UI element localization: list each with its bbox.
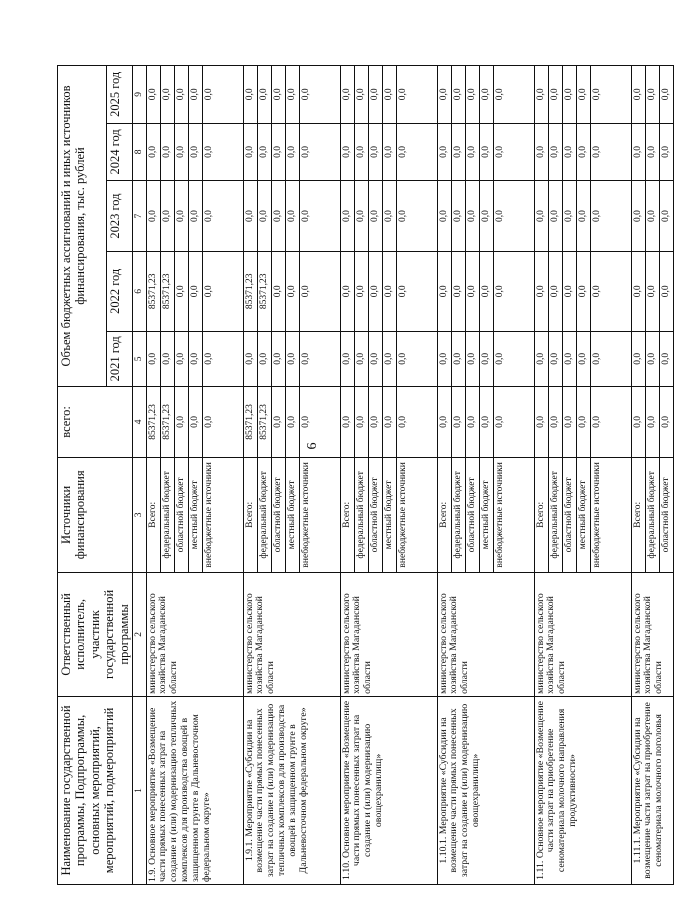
executor-cell: министерство сельского хозяйства Магаданской области (437, 572, 534, 696)
year-value-cell: 0,0 (299, 66, 340, 124)
year-value-cell: 0,0 (576, 331, 590, 386)
total-value-cell: 0,0 (534, 386, 548, 457)
year-value-cell: 0,0 (437, 331, 451, 386)
total-value-cell: 85371,23 (243, 386, 257, 457)
funding-source-cell: Всего: (340, 457, 354, 572)
column-number: 6 (132, 251, 146, 331)
year-value-cell: 0,0 (631, 123, 645, 181)
year-value-cell: 0,0 (146, 66, 160, 124)
funding-source-cell: федеральный бюджет (160, 457, 174, 572)
year-value-cell: 0,0 (562, 251, 576, 331)
year-value-cell: 0,0 (271, 66, 285, 124)
year-value-cell: 0,0 (146, 331, 160, 386)
year-value-cell: 0,0 (202, 251, 243, 331)
year-value-cell: 0,0 (576, 123, 590, 181)
year-value-cell: 0,0 (659, 66, 673, 124)
year-value-cell: 0,0 (160, 181, 174, 252)
year-value-cell: 0,0 (271, 331, 285, 386)
year-value-cell: 0,0 (534, 66, 548, 124)
year-value-cell: 0,0 (659, 181, 673, 252)
year-value-cell: 0,0 (631, 331, 645, 386)
funding-source-cell: Всего: (631, 457, 645, 572)
year-value-cell: 0,0 (202, 181, 243, 252)
activity-name-cell: 1.11.1. Мероприятие «Субсидии на возмещение части затрат на приобретение сеноматериала молочного поголовья (631, 696, 673, 884)
table-row (340, 66, 354, 885)
year-value-cell: 0,0 (437, 181, 451, 252)
year-value-cell: 0,0 (465, 123, 479, 181)
total-value-cell: 0,0 (548, 386, 562, 457)
year-value-cell: 0,0 (562, 123, 576, 181)
year-value-cell: 0,0 (368, 181, 382, 252)
executor-cell: министерство сельского хозяйства Магаданской области (243, 572, 340, 696)
funding-source-cell: местный бюджет (479, 457, 493, 572)
total-value-cell: 0,0 (174, 386, 188, 457)
activity-name-cell: 1.11. Основное мероприятие «Возмещение части затрат на приобретение сеноматериала молочного направления продуктивности» (534, 696, 631, 884)
year-value-cell: 0,0 (368, 251, 382, 331)
year-value-cell: 0,0 (590, 66, 631, 124)
funding-source-cell: областной бюджет (368, 457, 382, 572)
funding-source-cell: областной бюджет (659, 457, 673, 572)
executor-cell: министерство сельского хозяйства Магаданской области (340, 572, 437, 696)
funding-source-cell: федеральный бюджет (257, 457, 271, 572)
funding-source-cell: областной бюджет (465, 457, 479, 572)
year-value-cell: 0,0 (354, 331, 368, 386)
header-year: 2025 год (106, 66, 132, 124)
year-value-cell: 0,0 (257, 331, 271, 386)
year-value-cell: 85371,23 (243, 251, 257, 331)
total-value-cell: 0,0 (299, 386, 340, 457)
year-value-cell: 0,0 (493, 123, 534, 181)
year-value-cell: 0,0 (174, 331, 188, 386)
year-value-cell: 0,0 (340, 181, 354, 252)
year-value-cell: 0,0 (188, 66, 202, 124)
year-value-cell: 0,0 (160, 66, 174, 124)
year-value-cell: 0,0 (257, 66, 271, 124)
year-value-cell: 0,0 (631, 66, 645, 124)
year-value-cell: 0,0 (479, 123, 493, 181)
header-year: 2022 год (106, 251, 132, 331)
year-value-cell: 0,0 (243, 331, 257, 386)
year-value-cell: 0,0 (299, 181, 340, 252)
year-value-cell: 0,0 (202, 331, 243, 386)
year-value-cell: 85371,23 (257, 251, 271, 331)
total-value-cell: 0,0 (368, 386, 382, 457)
year-value-cell: 0,0 (659, 123, 673, 181)
year-value-cell: 0,0 (382, 251, 396, 331)
total-value-cell: 0,0 (493, 386, 534, 457)
header-source: Источники финансирования (58, 457, 133, 572)
funding-source-cell: внебюджетные источники (299, 457, 340, 572)
year-value-cell: 0,0 (534, 251, 548, 331)
header-volume: Объем бюджетных ассигнований и иных источников финансирования, тыс. рублей (58, 66, 107, 387)
column-number: 3 (132, 457, 146, 572)
year-value-cell: 0,0 (396, 66, 437, 124)
year-value-cell: 0,0 (340, 251, 354, 331)
table-row (146, 66, 160, 885)
total-value-cell: 0,0 (437, 386, 451, 457)
funding-source-cell: местный бюджет (285, 457, 299, 572)
year-value-cell: 0,0 (396, 181, 437, 252)
year-value-cell: 0,0 (659, 251, 673, 331)
year-value-cell: 0,0 (368, 331, 382, 386)
funding-source-cell: местный бюджет (188, 457, 202, 572)
year-value-cell: 0,0 (562, 181, 576, 252)
year-value-cell: 0,0 (451, 66, 465, 124)
column-number: 5 (132, 331, 146, 386)
table-row (437, 66, 451, 885)
year-value-cell: 0,0 (354, 66, 368, 124)
year-value-cell: 0,0 (493, 66, 534, 124)
funding-source-cell: внебюджетные источники (590, 457, 631, 572)
funding-source-cell: внебюджетные источники (493, 457, 534, 572)
year-value-cell: 0,0 (271, 181, 285, 252)
year-value-cell: 0,0 (354, 251, 368, 331)
year-value-cell: 0,0 (285, 66, 299, 124)
year-value-cell: 0,0 (299, 123, 340, 181)
year-value-cell: 0,0 (451, 251, 465, 331)
year-value-cell: 0,0 (631, 181, 645, 252)
year-value-cell: 0,0 (493, 331, 534, 386)
table-rotated-container (57, 65, 687, 885)
year-value-cell: 0,0 (202, 123, 243, 181)
table-row (631, 66, 645, 885)
year-value-cell: 0,0 (534, 123, 548, 181)
funding-source-cell: федеральный бюджет (354, 457, 368, 572)
year-value-cell: 0,0 (548, 251, 562, 331)
year-value-cell: 0,0 (354, 123, 368, 181)
activity-name-cell: 1.9.1. Мероприятие «Субсидии на возмещение части прямых понесенных затрат на создание и (или) модернизацию тепличных комплексов для производства овощей в защищенном грунте в Дальневосточном федеральном округе» (243, 696, 340, 884)
year-value-cell: 0,0 (174, 66, 188, 124)
funding-source-cell: Всего: (243, 457, 257, 572)
year-value-cell: 0,0 (382, 66, 396, 124)
funding-source-cell: Всего: (534, 457, 548, 572)
year-value-cell: 0,0 (285, 251, 299, 331)
year-value-cell: 0,0 (174, 181, 188, 252)
year-value-cell: 0,0 (576, 66, 590, 124)
year-value-cell: 0,0 (465, 66, 479, 124)
year-value-cell: 0,0 (437, 66, 451, 124)
year-value-cell: 0,0 (271, 251, 285, 331)
year-value-cell: 0,0 (631, 251, 645, 331)
year-value-cell: 0,0 (174, 123, 188, 181)
year-value-cell: 0,0 (576, 181, 590, 252)
year-value-cell: 0,0 (285, 181, 299, 252)
year-value-cell: 0,0 (479, 66, 493, 124)
year-value-cell: 0,0 (590, 331, 631, 386)
year-value-cell: 0,0 (160, 123, 174, 181)
year-value-cell: 85371,23 (146, 251, 160, 331)
funding-source-cell: областной бюджет (271, 457, 285, 572)
year-value-cell: 0,0 (659, 331, 673, 386)
total-value-cell: 0,0 (340, 386, 354, 457)
year-value-cell: 0,0 (451, 181, 465, 252)
year-value-cell: 0,0 (188, 251, 202, 331)
header-total: всего: (58, 386, 133, 457)
year-value-cell: 0,0 (271, 123, 285, 181)
year-value-cell: 0,0 (146, 123, 160, 181)
year-value-cell: 0,0 (340, 66, 354, 124)
year-value-cell: 0,0 (493, 181, 534, 252)
year-value-cell: 0,0 (354, 181, 368, 252)
total-value-cell: 0,0 (576, 386, 590, 457)
funding-source-cell: местный бюджет (576, 457, 590, 572)
year-value-cell: 0,0 (479, 331, 493, 386)
funding-source-cell: федеральный бюджет (645, 457, 659, 572)
activity-name-cell: 1.9. Основное мероприятие «Возмещение части прямых понесенных затрат на создание и (или) модернизацию тепличных комплексов для производства овощей в защищенном грунте в Дальневосточном федеральном округе» (146, 696, 243, 884)
year-value-cell: 0,0 (285, 331, 299, 386)
year-value-cell: 0,0 (299, 251, 340, 331)
funding-source-cell: внебюджетные источники (396, 457, 437, 572)
year-value-cell: 0,0 (188, 181, 202, 252)
total-value-cell: 0,0 (465, 386, 479, 457)
total-value-cell: 0,0 (479, 386, 493, 457)
year-value-cell: 0,0 (645, 251, 659, 331)
funding-source-cell: местный бюджет (382, 457, 396, 572)
year-value-cell: 0,0 (534, 331, 548, 386)
total-value-cell: 0,0 (562, 386, 576, 457)
year-value-cell: 0,0 (548, 331, 562, 386)
funding-source-cell: Всего: (437, 457, 451, 572)
year-value-cell: 0,0 (590, 181, 631, 252)
funding-source-cell: федеральный бюджет (451, 457, 465, 572)
column-number: 7 (132, 181, 146, 252)
year-value-cell: 0,0 (645, 331, 659, 386)
executor-cell: министерство сельского хозяйства Магаданской области (631, 572, 673, 696)
column-number: 8 (132, 123, 146, 181)
table-body (146, 66, 673, 885)
year-value-cell: 0,0 (243, 123, 257, 181)
total-value-cell: 0,0 (354, 386, 368, 457)
executor-cell: министерство сельского хозяйства Магаданской области (534, 572, 631, 696)
year-value-cell: 0,0 (243, 66, 257, 124)
total-value-cell: 0,0 (382, 386, 396, 457)
total-value-cell: 85371,23 (146, 386, 160, 457)
year-value-cell: 0,0 (396, 251, 437, 331)
table-row (243, 66, 257, 885)
header-year: 2024 год (106, 123, 132, 181)
total-value-cell: 0,0 (285, 386, 299, 457)
year-value-cell: 0,0 (548, 66, 562, 124)
year-value-cell: 0,0 (590, 123, 631, 181)
year-value-cell: 0,0 (188, 123, 202, 181)
total-value-cell: 0,0 (659, 386, 673, 457)
year-value-cell: 0,0 (645, 123, 659, 181)
activity-name-cell: 1.10. Основное мероприятие «Возмещение части прямых понесенных затрат на создание и (или) модернизацию овощехранилищ» (340, 696, 437, 884)
year-value-cell: 0,0 (382, 123, 396, 181)
year-value-cell: 0,0 (576, 251, 590, 331)
year-value-cell: 0,0 (396, 331, 437, 386)
year-value-cell: 0,0 (202, 66, 243, 124)
year-value-cell: 0,0 (645, 66, 659, 124)
year-value-cell: 0,0 (548, 123, 562, 181)
year-value-cell: 0,0 (174, 251, 188, 331)
year-value-cell: 0,0 (382, 331, 396, 386)
table-row (534, 66, 548, 885)
year-value-cell: 0,0 (243, 181, 257, 252)
year-value-cell: 0,0 (465, 251, 479, 331)
total-value-cell: 0,0 (645, 386, 659, 457)
year-value-cell: 0,0 (590, 251, 631, 331)
total-value-cell: 85371,23 (257, 386, 271, 457)
year-value-cell: 0,0 (562, 66, 576, 124)
activity-name-cell: 1.10.1. Мероприятие «Субсидии на возмещение части прямых понесенных затрат на создание и (или) модернизацию овощехранилищ» (437, 696, 534, 884)
year-value-cell: 0,0 (437, 123, 451, 181)
year-value-cell: 0,0 (382, 181, 396, 252)
total-value-cell: 0,0 (631, 386, 645, 457)
year-value-cell: 0,0 (451, 331, 465, 386)
year-value-cell: 0,0 (562, 331, 576, 386)
year-value-cell: 0,0 (257, 123, 271, 181)
year-value-cell: 0,0 (645, 181, 659, 252)
total-value-cell: 0,0 (188, 386, 202, 457)
year-value-cell: 0,0 (479, 181, 493, 252)
column-number: 1 (132, 696, 146, 884)
year-value-cell: 0,0 (479, 251, 493, 331)
funding-source-cell: Всего: (146, 457, 160, 572)
total-value-cell: 85371,23 (160, 386, 174, 457)
total-value-cell: 0,0 (202, 386, 243, 457)
year-value-cell: 85371,23 (160, 251, 174, 331)
year-value-cell: 0,0 (257, 181, 271, 252)
column-number: 4 (132, 386, 146, 457)
year-value-cell: 0,0 (188, 331, 202, 386)
total-value-cell: 0,0 (271, 386, 285, 457)
year-value-cell: 0,0 (451, 123, 465, 181)
year-value-cell: 0,0 (146, 181, 160, 252)
column-number: 2 (132, 572, 146, 696)
total-value-cell: 0,0 (451, 386, 465, 457)
funding-source-cell: внебюджетные источники (202, 457, 243, 572)
total-value-cell: 0,0 (590, 386, 631, 457)
header-executor: Ответственный исполнитель, участник государственной программы (58, 572, 133, 696)
funding-source-cell: областной бюджет (174, 457, 188, 572)
funding-source-cell: федеральный бюджет (548, 457, 562, 572)
year-value-cell: 0,0 (285, 123, 299, 181)
year-value-cell: 0,0 (465, 331, 479, 386)
year-value-cell: 0,0 (465, 181, 479, 252)
year-value-cell: 0,0 (340, 123, 354, 181)
column-number: 9 (132, 66, 146, 124)
total-value-cell: 0,0 (396, 386, 437, 457)
header-year: 2021 год (106, 331, 132, 386)
page-number: 6 (305, 442, 320, 450)
budget-table (57, 65, 674, 885)
funding-source-cell: областной бюджет (562, 457, 576, 572)
year-value-cell: 0,0 (368, 66, 382, 124)
year-value-cell: 0,0 (340, 331, 354, 386)
year-value-cell: 0,0 (534, 181, 548, 252)
year-value-cell: 0,0 (548, 181, 562, 252)
header-name: Наименование государственной программы, Подпрограммы, основных мероприятий, мероприятий, подмероприятий (58, 696, 133, 884)
year-value-cell: 0,0 (368, 123, 382, 181)
year-value-cell: 0,0 (299, 331, 340, 386)
year-value-cell: 0,0 (396, 123, 437, 181)
year-value-cell: 0,0 (493, 251, 534, 331)
year-value-cell: 0,0 (437, 251, 451, 331)
year-value-cell: 0,0 (160, 331, 174, 386)
executor-cell: министерство сельского хозяйства Магаданской области (146, 572, 243, 696)
header-year: 2023 год (106, 181, 132, 252)
